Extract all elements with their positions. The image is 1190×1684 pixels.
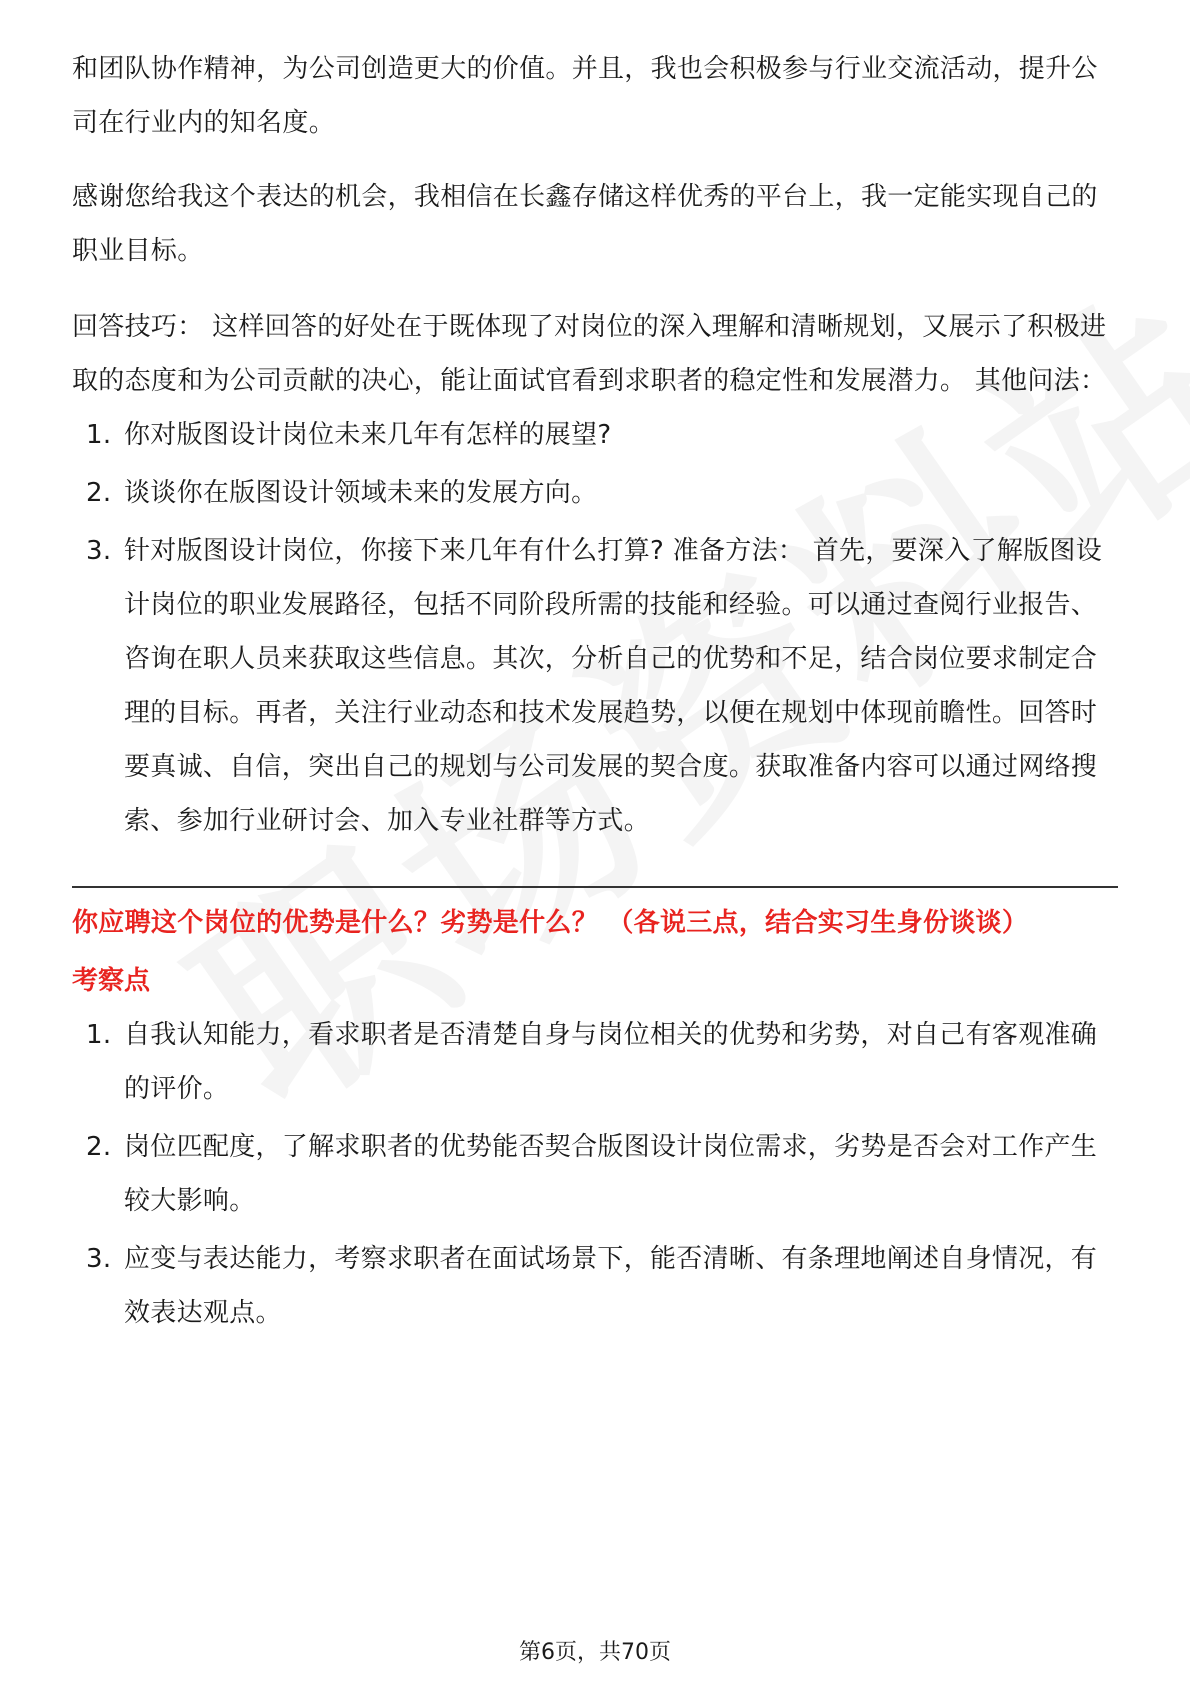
list-item xyxy=(72,466,1118,520)
assessment-points-list xyxy=(72,1008,1118,1340)
list-number: 2. xyxy=(86,1132,112,1162)
list-item xyxy=(72,408,1118,462)
list-number: 1. xyxy=(86,420,112,450)
list-number: 3. xyxy=(86,1244,112,1274)
question-subtitle: 考察点 xyxy=(72,966,151,996)
list-item xyxy=(72,1120,1118,1228)
paragraph-answer-tips: 回答技巧： 这样回答的好处在于既体现了对岗位的深入理解和清晰规划，又展示了积极进取的态度和为公司贡献的决心，能让面试官看到求职者的稳定性和发展潜力。 其他问法： xyxy=(72,312,1107,396)
list-number: 2. xyxy=(86,478,112,508)
page-footer: 第6页，共70页 xyxy=(519,1640,671,1665)
list-number: 1. xyxy=(86,1020,112,1050)
paragraph-closing-1: 和团队协作精神，为公司创造更大的价值。并且，我也会积极参与行业交流活动，提升公司在行业内的知名度。 xyxy=(72,54,1098,138)
question-title: 你应聘这个岗位的优势是什么？劣势是什么？ （各说三点，结合实习生身份谈谈） xyxy=(72,908,1029,938)
list-item xyxy=(72,524,1118,848)
paragraph-closing-2: 感谢您给我这个表达的机会，我相信在长鑫存储这样优秀的平台上，我一定能实现自己的职业目标。 xyxy=(72,182,1098,266)
list-item xyxy=(72,1232,1118,1340)
list-item-text: 岗位匹配度，了解求职者的优势能否契合版图设计岗位需求，劣势是否会对工作产生较大影响。 xyxy=(124,1132,1098,1216)
list-number: 3. xyxy=(86,536,112,566)
list-item-text: 你对版图设计岗位未来几年有怎样的展望? xyxy=(124,420,612,450)
alternate-questions-list xyxy=(72,408,1118,848)
list-item xyxy=(72,1008,1118,1116)
list-item-text: 应变与表达能力，考察求职者在面试场景下，能否清晰、有条理地阐述自身情况，有效表达观点。 xyxy=(124,1244,1098,1328)
list-item-text: 针对版图设计岗位，你接下来几年有什么打算? 准备方法： 首先，要深入了解版图设计岗位的职业发展路径，包括不同阶段所需的技能和经验。可以通过查阅行业报告、咨询在职人员来获取这些信息。其次，分析自己的优势和不足，结合岗位要求制定合理的目标。再者，关注行业动态和技术发展趋势，以便在规划中体现前瞻性。回答时要真诚、自信，突出自己的规划与公司发展的契合度。获取准备内容可以通过网络搜索、参加行业研讨会、加入专业社群等方式。 xyxy=(124,536,1103,836)
document-page xyxy=(72,42,1118,1340)
section-divider xyxy=(72,886,1118,888)
list-item-text: 自我认知能力，看求职者是否清楚自身与岗位相关的优势和劣势，对自己有客观准确的评价。 xyxy=(124,1020,1098,1104)
list-item-text: 谈谈你在版图设计领域未来的发展方向。 xyxy=(124,478,598,508)
